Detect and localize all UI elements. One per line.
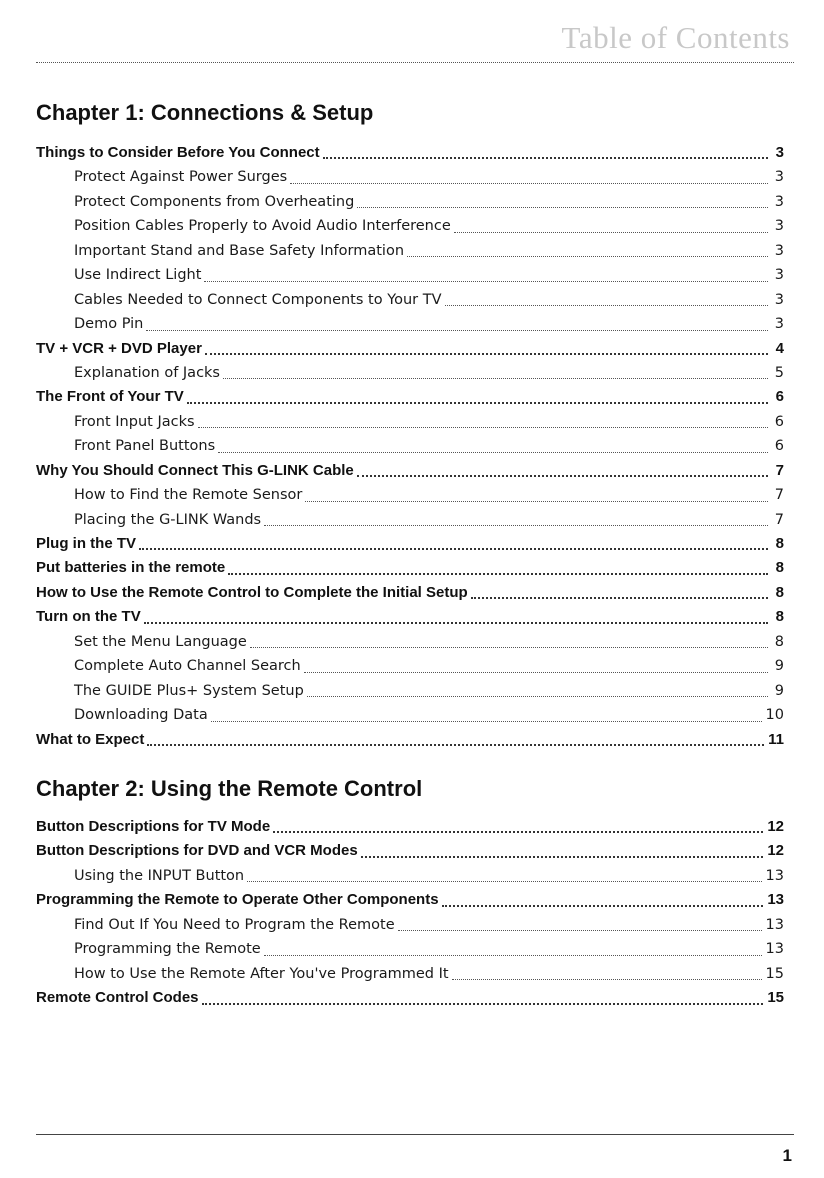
toc-entry-label: TV + VCR + DVD Player <box>36 339 202 357</box>
dot-leader <box>304 658 768 673</box>
dot-leader <box>223 364 768 379</box>
toc-entry-page-number: 6 <box>774 413 784 430</box>
toc-entry-label: Cables Needed to Connect Components to Your TV <box>74 291 442 308</box>
dot-leader <box>305 487 768 502</box>
toc-subsection-entry[interactable] <box>36 288 784 312</box>
toc-entry-label: The Front of Your TV <box>36 388 184 406</box>
toc-section-entry[interactable] <box>36 815 784 839</box>
dot-leader <box>398 916 762 931</box>
toc-entry-label: Explanation of Jacks <box>74 364 220 381</box>
dot-leader <box>144 608 768 624</box>
toc-section-entry[interactable] <box>36 728 784 752</box>
toc-subsection-entry[interactable] <box>36 434 784 458</box>
toc-subsection-entry[interactable] <box>36 703 784 727</box>
toc-entry-page-number: 9 <box>774 682 784 699</box>
toc-entry-label: How to Use the Remote Control to Complete the Initial Setup <box>36 583 468 601</box>
toc-entry-page-number: 8 <box>775 608 784 626</box>
toc-entry-label: What to Expect <box>36 730 145 748</box>
toc-entry-page-number: 15 <box>767 989 784 1007</box>
toc-entry-page-number: 6 <box>775 388 784 406</box>
toc-entry-label: The GUIDE Plus+ System Setup <box>74 682 304 699</box>
toc-entry-page-number: 7 <box>774 511 784 528</box>
toc-entry-label: Position Cables Properly to Avoid Audio Interference <box>74 218 451 235</box>
dot-leader <box>146 316 768 331</box>
dot-leader <box>445 291 768 306</box>
toc-entry-page-number: 13 <box>765 941 784 958</box>
toc-entry-label: Using the INPUT Button <box>74 867 245 884</box>
toc-entry-label: Programming the Remote <box>74 941 261 958</box>
toc-entry-page-number: 7 <box>774 487 784 504</box>
toc-section-entry[interactable] <box>36 986 784 1010</box>
dot-leader <box>228 559 768 575</box>
toc-subsection-entry[interactable] <box>36 508 784 532</box>
toc-entry-label: Plug in the TV <box>36 535 136 552</box>
toc-entry-page-number: 15 <box>765 965 784 982</box>
toc-subsection-entry[interactable] <box>36 190 784 214</box>
toc-entry-label: Demo Pin <box>74 316 144 333</box>
dot-leader <box>357 461 768 477</box>
toc-subsection-entry[interactable] <box>36 630 784 654</box>
toc-section-entry[interactable] <box>36 888 784 912</box>
toc-section-entry[interactable] <box>36 605 784 629</box>
toc-entry-label: Button Descriptions for DVD and VCR Modes <box>36 842 358 860</box>
toc-entry-label: Button Descriptions for TV Mode <box>36 818 271 835</box>
toc-section-entry[interactable] <box>36 556 784 580</box>
dot-leader <box>290 169 768 184</box>
toc-section-entry[interactable] <box>36 141 784 165</box>
dot-leader <box>471 583 768 599</box>
toc-entry-label: Front Panel Buttons <box>74 438 216 455</box>
toc-entry-page-number: 5 <box>774 364 784 381</box>
toc-entry-page-number: 3 <box>774 267 784 284</box>
dot-leader <box>307 682 768 697</box>
toc-subsection-entry[interactable] <box>36 864 784 888</box>
toc-subsection-entry[interactable] <box>36 913 784 937</box>
toc-entry-label: How to Use the Remote After You've Programmed It <box>74 965 449 982</box>
toc-subsection-entry[interactable] <box>36 962 784 986</box>
page-number: 1 <box>782 1146 792 1165</box>
dot-leader <box>250 633 768 648</box>
toc-subsection-entry[interactable] <box>36 239 784 263</box>
chapter-1-title: Chapter 1: Connections & Setup <box>36 100 374 125</box>
toc-entry-label: Protect Components from Overheating <box>74 193 355 210</box>
toc-entry-label: Programming the Remote to Operate Other Components <box>36 891 439 909</box>
chapter-2-toc-list <box>36 815 784 1011</box>
footer-divider <box>36 1134 794 1135</box>
toc-section-entry[interactable] <box>36 581 784 605</box>
toc-entry-page-number: 3 <box>774 316 784 333</box>
toc-entry-page-number: 13 <box>765 867 784 884</box>
toc-section-entry[interactable] <box>36 532 784 556</box>
toc-subsection-entry[interactable] <box>36 214 784 238</box>
toc-entry-page-number: 3 <box>774 242 784 259</box>
dot-leader <box>139 534 768 550</box>
dot-leader <box>264 941 762 956</box>
toc-entry-page-number: 10 <box>765 707 784 724</box>
toc-subsection-entry[interactable] <box>36 361 784 385</box>
toc-entry-page-number: 9 <box>774 658 784 675</box>
dot-leader <box>147 730 764 746</box>
toc-entry-label: Why You Should Connect This G-LINK Cable <box>36 461 354 479</box>
dot-leader <box>205 339 768 355</box>
toc-subsection-entry[interactable] <box>36 483 784 507</box>
toc-entry-label: Put batteries in the remote <box>36 559 226 577</box>
toc-entry-label: Protect Against Power Surges <box>74 169 288 186</box>
dot-leader <box>187 388 768 404</box>
dot-leader <box>247 867 761 882</box>
page-title: Table of Contents <box>561 20 790 55</box>
toc-entry-label: Front Input Jacks <box>74 413 195 430</box>
toc-entry-page-number: 12 <box>767 818 784 835</box>
toc-entry-page-number: 13 <box>765 916 784 933</box>
toc-entry-page-number: 8 <box>775 559 784 577</box>
toc-entry-page-number: 8 <box>774 633 784 650</box>
dot-leader <box>454 218 768 233</box>
toc-entry-page-number: 3 <box>774 169 784 186</box>
toc-entry-page-number: 8 <box>775 583 784 601</box>
toc-entry-page-number: 8 <box>775 535 784 552</box>
toc-entry-label: Things to Consider Before You Connect <box>36 144 320 161</box>
toc-entry-page-number: 11 <box>768 730 784 748</box>
toc-subsection-entry[interactable] <box>36 165 784 189</box>
page-header <box>36 14 794 63</box>
dot-leader <box>273 817 763 833</box>
toc-entry-page-number: 3 <box>775 144 784 161</box>
toc-entry-label: Important Stand and Base Safety Information <box>74 242 405 259</box>
toc-section-entry[interactable] <box>36 337 784 361</box>
toc-subsection-entry[interactable] <box>36 312 784 336</box>
toc-entry-page-number: 13 <box>767 891 784 909</box>
toc-entry-page-number: 3 <box>774 291 784 308</box>
dot-leader <box>218 438 768 453</box>
toc-subsection-entry[interactable] <box>36 410 784 434</box>
dot-leader <box>202 989 764 1005</box>
dot-leader <box>323 143 768 159</box>
toc-entry-label: Remote Control Codes <box>36 989 199 1007</box>
toc-section-entry[interactable] <box>36 385 784 409</box>
toc-entry-page-number: 7 <box>775 461 784 479</box>
chapter-1-toc-list <box>36 141 784 752</box>
toc-entry-label: How to Find the Remote Sensor <box>74 487 303 504</box>
dot-leader <box>264 511 768 526</box>
toc-entry-label: Complete Auto Channel Search <box>74 658 301 675</box>
toc-subsection-entry[interactable] <box>36 654 784 678</box>
dot-leader <box>198 413 768 428</box>
chapter-2-title: Chapter 2: Using the Remote Control <box>36 776 423 801</box>
toc-entry-page-number: 12 <box>767 842 784 860</box>
dot-leader <box>452 965 762 980</box>
toc-section-entry[interactable] <box>36 839 784 863</box>
dot-leader <box>211 707 762 722</box>
dot-leader <box>361 842 764 858</box>
toc-subsection-entry[interactable] <box>36 263 784 287</box>
toc-entry-label: Set the Menu Language <box>74 633 247 650</box>
toc-entry-page-number: 6 <box>774 438 784 455</box>
toc-entry-label: Downloading Data <box>74 707 208 724</box>
toc-entry-page-number: 3 <box>774 193 784 210</box>
toc-entry-page-number: 4 <box>775 339 784 357</box>
dot-leader <box>357 193 768 208</box>
dot-leader <box>407 242 768 257</box>
dot-leader <box>442 891 764 907</box>
toc-entry-label: Placing the G-LINK Wands <box>74 511 262 528</box>
toc-subsection-entry[interactable] <box>36 679 784 703</box>
toc-section-entry[interactable] <box>36 459 784 483</box>
toc-entry-label: Use Indirect Light <box>74 267 202 284</box>
toc-entry-label: Find Out If You Need to Program the Remote <box>74 916 395 933</box>
dot-leader <box>204 267 768 282</box>
toc-subsection-entry[interactable] <box>36 937 784 961</box>
toc-entry-page-number: 3 <box>774 218 784 235</box>
toc-entry-label: Turn on the TV <box>36 608 141 626</box>
